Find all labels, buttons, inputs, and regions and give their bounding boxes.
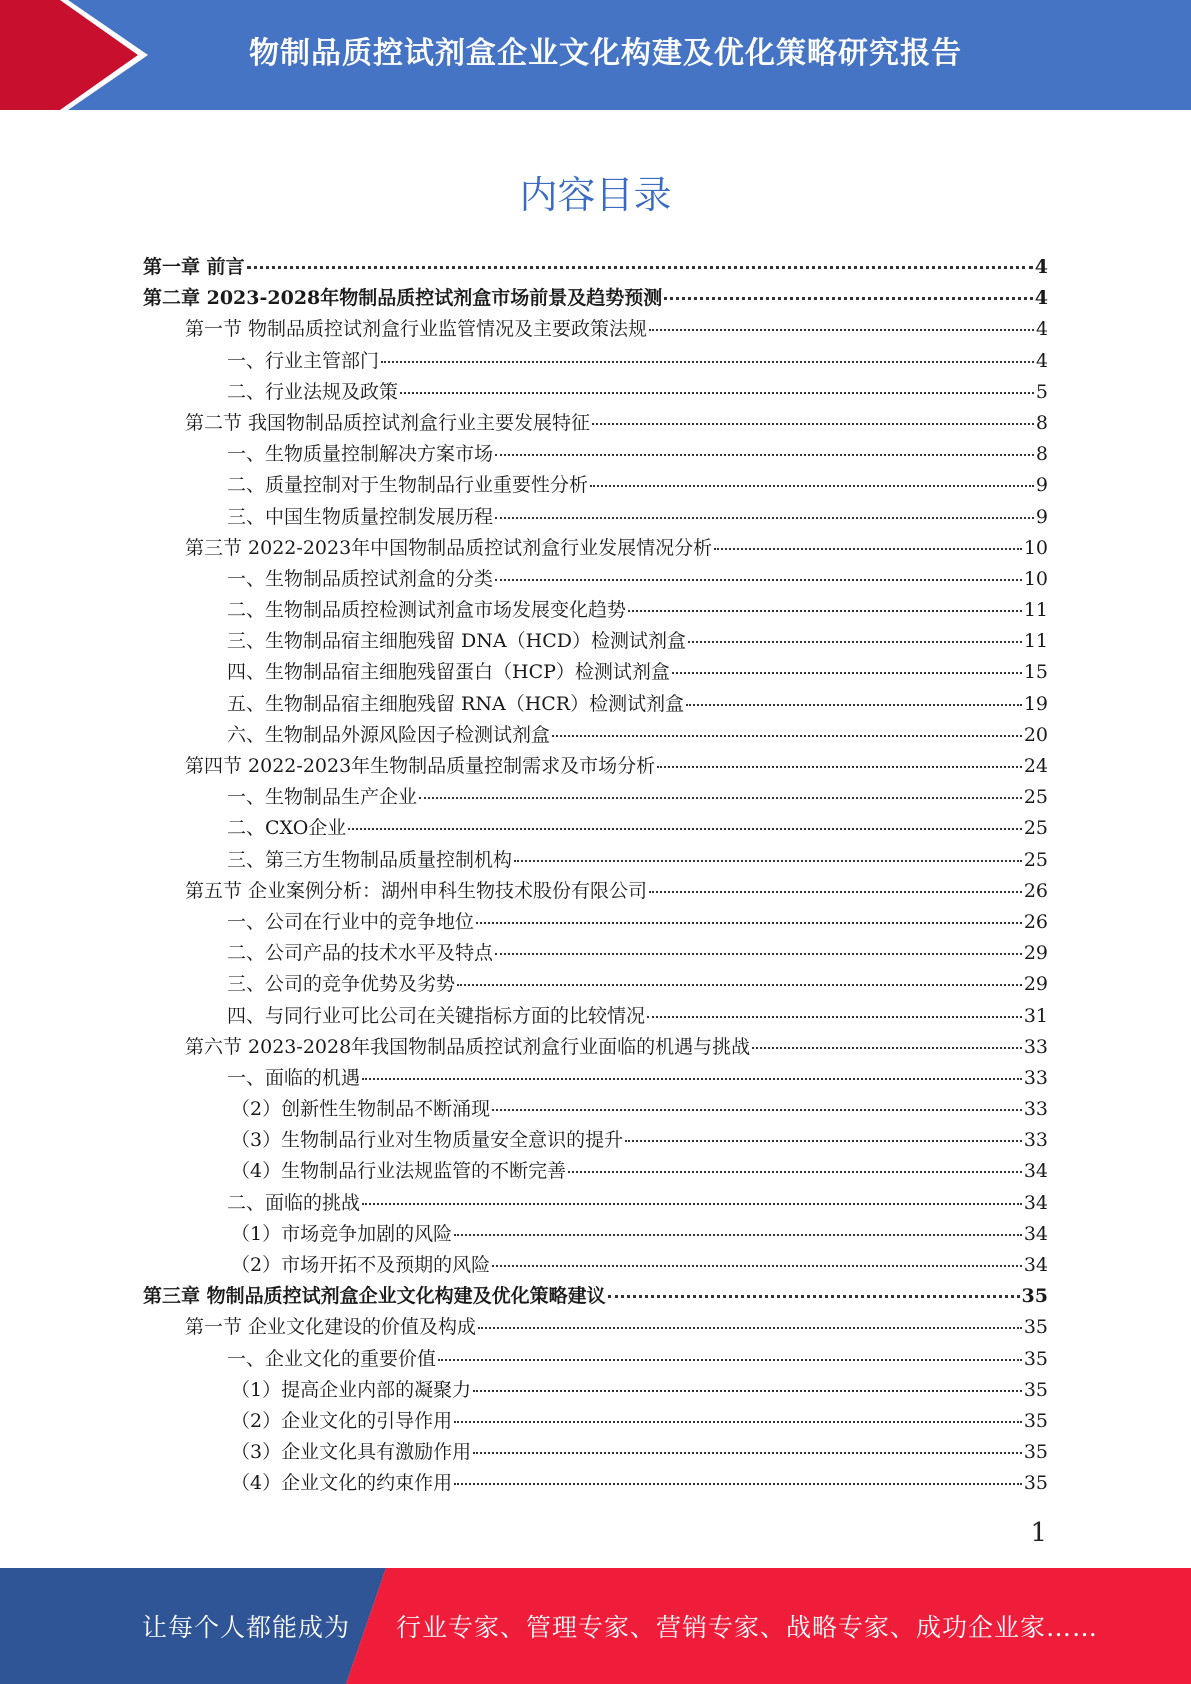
- toc-entry-page: 34: [1023, 1191, 1048, 1214]
- toc-dot-leader: [647, 1016, 1022, 1018]
- toc-entry[interactable]: [143, 845, 1048, 876]
- toc-entry-title: 四、与同行业可比公司在关键指标方面的比较情况: [227, 1004, 646, 1027]
- toc-entry-title: 四、生物制品宿主细胞残留蛋白（HCP）检测试剂盒: [227, 661, 670, 684]
- toc-entry-page: 33: [1023, 1066, 1048, 1089]
- toc-entry-page: 4: [1035, 318, 1048, 341]
- toc-entry-title: 二、生物制品质控检测试剂盒市场发展变化趋势: [227, 599, 627, 622]
- toc-dot-leader: [362, 1203, 1022, 1205]
- toc-dot-leader: [362, 1078, 1022, 1080]
- header-band: [0, 0, 1191, 110]
- toc-dot-leader: [457, 984, 1022, 986]
- toc-entry[interactable]: [143, 938, 1048, 969]
- toc-entry-title: 一、行业主管部门: [227, 349, 380, 372]
- toc-entry-title: （4）生物制品行业法规监管的不断完善: [231, 1160, 567, 1183]
- toc-entry[interactable]: [143, 720, 1048, 751]
- toc-entry[interactable]: [143, 1437, 1048, 1468]
- toc-dot-leader: [752, 1047, 1022, 1049]
- toc-entry-page: 4: [1034, 287, 1048, 310]
- toc-entry[interactable]: [143, 1375, 1048, 1406]
- toc-dot-leader: [492, 1109, 1022, 1111]
- toc-entry-page: 29: [1023, 942, 1048, 965]
- toc-entry-page: 29: [1023, 973, 1048, 996]
- toc-entry-title: 一、企业文化的重要价值: [227, 1347, 437, 1370]
- toc-entry-page: 34: [1023, 1254, 1048, 1276]
- toc-entry[interactable]: [143, 751, 1048, 782]
- toc-entry-title: 三、生物制品宿主细胞残留 DNA（HCD）检测试剂盒: [227, 630, 686, 653]
- toc-entry-page: 35: [1023, 1441, 1048, 1464]
- toc-heading: 内容目录: [519, 173, 672, 217]
- report-title: 物制品质控试剂盒企业文化构建及优化策略研究报告: [249, 36, 962, 71]
- toc-dot-leader: [608, 1295, 1020, 1298]
- toc-entry-page: 35: [1021, 1285, 1048, 1308]
- toc-dot-leader: [476, 922, 1022, 924]
- toc-entry-page: 24: [1023, 755, 1048, 777]
- toc-entry[interactable]: [143, 1406, 1048, 1437]
- toc-entry-title: 第一节 企业文化建设的价值及构成: [185, 1316, 477, 1339]
- toc-entry[interactable]: [143, 1063, 1048, 1094]
- toc-entry[interactable]: [143, 533, 1048, 564]
- toc-dot-leader: [454, 1234, 1022, 1236]
- toc-entry-page: 5: [1035, 380, 1048, 403]
- toc-entry-title: 第六节 2023-2028年我国物制品质控试剂盒行业面临的机遇与挑战: [185, 1035, 751, 1058]
- toc-entry-title: 一、生物质量控制解决方案市场: [227, 443, 494, 466]
- toc-dot-leader: [714, 548, 1022, 550]
- footer-slogan-left: 让每个人都能成为: [142, 1613, 351, 1642]
- toc-dot-leader: [628, 610, 1022, 612]
- toc-entry[interactable]: [143, 346, 1048, 377]
- toc-dot-leader: [657, 766, 1022, 768]
- toc-entry-page: 8: [1035, 411, 1048, 434]
- toc-entry-page: 9: [1035, 505, 1048, 528]
- toc-entry[interactable]: [143, 1188, 1048, 1219]
- toc-dot-leader: [664, 297, 1033, 300]
- toc-entry-title: 一、生物制品质控试剂盒的分类: [227, 567, 494, 590]
- toc-entry[interactable]: [143, 1344, 1048, 1375]
- toc-entry-title: 第二节 我国物制品质控试剂盒行业主要发展特征: [185, 411, 591, 434]
- toc-entry-page: 34: [1023, 1160, 1048, 1183]
- toc-entry-title: （2）企业文化的引导作用: [231, 1409, 453, 1432]
- toc-dot-leader: [478, 1327, 1022, 1329]
- toc-entry[interactable]: [143, 283, 1048, 314]
- toc-entry[interactable]: [143, 252, 1048, 283]
- toc-dot-leader: [688, 641, 1022, 643]
- toc-entry-title: （3）生物制品行业对生物质量安全意识的提升: [231, 1129, 624, 1152]
- toc-entry-page: 35: [1023, 1409, 1048, 1432]
- toc-dot-leader: [247, 266, 1033, 269]
- toc-dot-leader: [419, 797, 1022, 799]
- footer-slogan-right: 行业专家、管理专家、营销专家、战略专家、成功企业家……: [396, 1613, 1099, 1642]
- toc-dot-leader: [495, 517, 1034, 519]
- toc-entry[interactable]: [143, 1156, 1048, 1187]
- toc-entry-title: 一、面临的机遇: [227, 1066, 361, 1089]
- toc-entry[interactable]: [143, 657, 1048, 688]
- toc-entry-page: 26: [1023, 879, 1048, 902]
- toc-entry[interactable]: [143, 626, 1048, 657]
- toc-entry-title: 二、质量控制对于生物制品行业重要性分析: [227, 474, 589, 497]
- toc-entry-title: 第一节 物制品质控试剂盒行业监管情况及主要政策法规: [185, 318, 648, 341]
- toc-entry-title: 三、中国生物质量控制发展历程: [227, 505, 494, 528]
- toc-entry-title: （1）提高企业内部的凝聚力: [231, 1378, 472, 1401]
- toc-entry-title: 第三节 2022-2023年中国物制品质控试剂盒行业发展情况分析: [185, 536, 713, 559]
- toc-entry-page: 33: [1023, 1098, 1048, 1121]
- toc-entry[interactable]: [143, 969, 1048, 1000]
- toc-entry-page: 4: [1035, 349, 1048, 372]
- toc-entry-page: 19: [1023, 692, 1048, 715]
- toc-dot-leader: [348, 828, 1022, 830]
- toc-entry-page: 33: [1023, 1035, 1048, 1058]
- toc-entry[interactable]: [143, 1250, 1048, 1281]
- toc-entry[interactable]: [143, 782, 1048, 813]
- footer-band: [0, 1568, 1191, 1684]
- toc-dot-leader: [454, 1421, 1022, 1423]
- toc-dot-leader: [672, 672, 1022, 674]
- toc-entry-title: （4）企业文化的约束作用: [231, 1472, 453, 1495]
- toc-dot-leader: [400, 392, 1034, 394]
- toc-entry-title: （2）市场开拓不及预期的风险: [231, 1254, 491, 1276]
- toc-entry[interactable]: [143, 1094, 1048, 1125]
- page-number: 1: [1030, 1518, 1047, 1548]
- toc-entry-page: 8: [1035, 443, 1048, 466]
- table-of-contents: [143, 252, 1048, 1500]
- toc-entry[interactable]: [143, 813, 1048, 844]
- toc-dot-leader: [495, 953, 1022, 955]
- toc-dot-leader: [473, 1390, 1022, 1392]
- toc-entry-title: 第二章 2023-2028年物制品质控试剂盒市场前景及趋势预测: [143, 287, 663, 310]
- toc-entry[interactable]: [143, 595, 1048, 626]
- toc-entry-title: 二、CXO企业: [227, 817, 347, 840]
- toc-entry-title: 五、生物制品宿主细胞残留 RNA（HCR）检测试剂盒: [227, 692, 685, 715]
- toc-dot-leader: [649, 329, 1034, 331]
- toc-entry-title: 一、公司在行业中的竞争地位: [227, 910, 475, 933]
- toc-entry-page: 25: [1023, 786, 1048, 809]
- toc-entry-title: 二、面临的挑战: [227, 1191, 361, 1214]
- toc-dot-leader: [438, 1359, 1022, 1361]
- toc-entry-page: 35: [1023, 1347, 1048, 1370]
- toc-dot-leader: [495, 579, 1022, 581]
- toc-entry-title: 第三章 物制品质控试剂盒企业文化构建及优化策略建议: [143, 1285, 606, 1308]
- toc-entry-title: （3）企业文化具有激励作用: [231, 1441, 472, 1464]
- toc-dot-leader: [649, 891, 1022, 893]
- toc-entry[interactable]: [143, 1001, 1048, 1032]
- toc-dot-leader: [625, 1140, 1022, 1142]
- toc-dot-leader: [568, 1171, 1022, 1173]
- toc-entry-page: 31: [1023, 1004, 1048, 1027]
- toc-entry[interactable]: [143, 377, 1048, 408]
- toc-entry[interactable]: [143, 470, 1048, 501]
- toc-entry-page: 10: [1023, 567, 1048, 590]
- toc-entry-title: 第五节 企业案例分析：湖州申科生物技术股份有限公司: [185, 879, 648, 902]
- toc-dot-leader: [514, 860, 1022, 862]
- toc-dot-leader: [454, 1483, 1022, 1485]
- toc-entry-title: 第一章 前言: [143, 256, 245, 278]
- toc-entry[interactable]: [143, 1032, 1048, 1063]
- toc-entry-page: 35: [1023, 1472, 1048, 1495]
- toc-entry[interactable]: [143, 564, 1048, 595]
- toc-entry[interactable]: [143, 689, 1048, 720]
- toc-entry-page: 35: [1023, 1316, 1048, 1339]
- toc-entry[interactable]: [143, 1312, 1048, 1343]
- toc-entry-page: 25: [1023, 848, 1048, 871]
- toc-entry-page: 11: [1023, 599, 1048, 622]
- toc-entry-page: 11: [1023, 630, 1048, 653]
- toc-entry-page: 34: [1023, 1222, 1048, 1245]
- toc-entry-title: （1）市场竞争加剧的风险: [231, 1222, 453, 1245]
- toc-entry-page: 20: [1023, 723, 1048, 746]
- toc-entry[interactable]: [143, 502, 1048, 533]
- toc-entry[interactable]: [143, 314, 1048, 345]
- toc-entry-page: 25: [1023, 817, 1048, 840]
- toc-dot-leader: [592, 423, 1034, 425]
- toc-entry[interactable]: [143, 1219, 1048, 1250]
- toc-dot-leader: [686, 704, 1022, 706]
- toc-entry-title: 三、公司的竞争优势及劣势: [227, 973, 456, 996]
- toc-entry-title: 三、第三方生物制品质量控制机构: [227, 848, 513, 871]
- toc-entry[interactable]: [143, 1125, 1048, 1156]
- toc-dot-leader: [495, 454, 1034, 456]
- toc-entry-page: 10: [1023, 536, 1048, 559]
- toc-entry-page: 33: [1023, 1129, 1048, 1152]
- toc-entry-page: 26: [1023, 910, 1048, 933]
- toc-dot-leader: [552, 735, 1022, 737]
- toc-entry-title: （2）创新性生物制品不断涌现: [231, 1098, 491, 1121]
- toc-entry-page: 4: [1034, 256, 1048, 278]
- toc-dot-leader: [492, 1265, 1022, 1267]
- toc-dot-leader: [590, 485, 1034, 487]
- toc-entry[interactable]: [143, 408, 1048, 439]
- toc-entry[interactable]: [143, 1468, 1048, 1499]
- toc-entry-title: 六、生物制品外源风险因子检测试剂盒: [227, 723, 551, 746]
- toc-dot-leader: [381, 361, 1034, 363]
- toc-entry-page: 35: [1023, 1378, 1048, 1401]
- toc-entry[interactable]: [143, 1281, 1048, 1312]
- toc-entry[interactable]: [143, 876, 1048, 907]
- toc-entry-title: 二、行业法规及政策: [227, 380, 399, 403]
- toc-dot-leader: [473, 1452, 1022, 1454]
- toc-entry-title: 第四节 2022-2023年生物制品质量控制需求及市场分析: [185, 755, 656, 777]
- toc-entry-title: 二、公司产品的技术水平及特点: [227, 942, 494, 965]
- toc-entry-title: 一、生物制品生产企业: [227, 786, 418, 809]
- toc-entry-page: 9: [1035, 474, 1048, 497]
- toc-entry-page: 15: [1023, 661, 1048, 684]
- toc-entry[interactable]: [143, 439, 1048, 470]
- toc-entry[interactable]: [143, 907, 1048, 938]
